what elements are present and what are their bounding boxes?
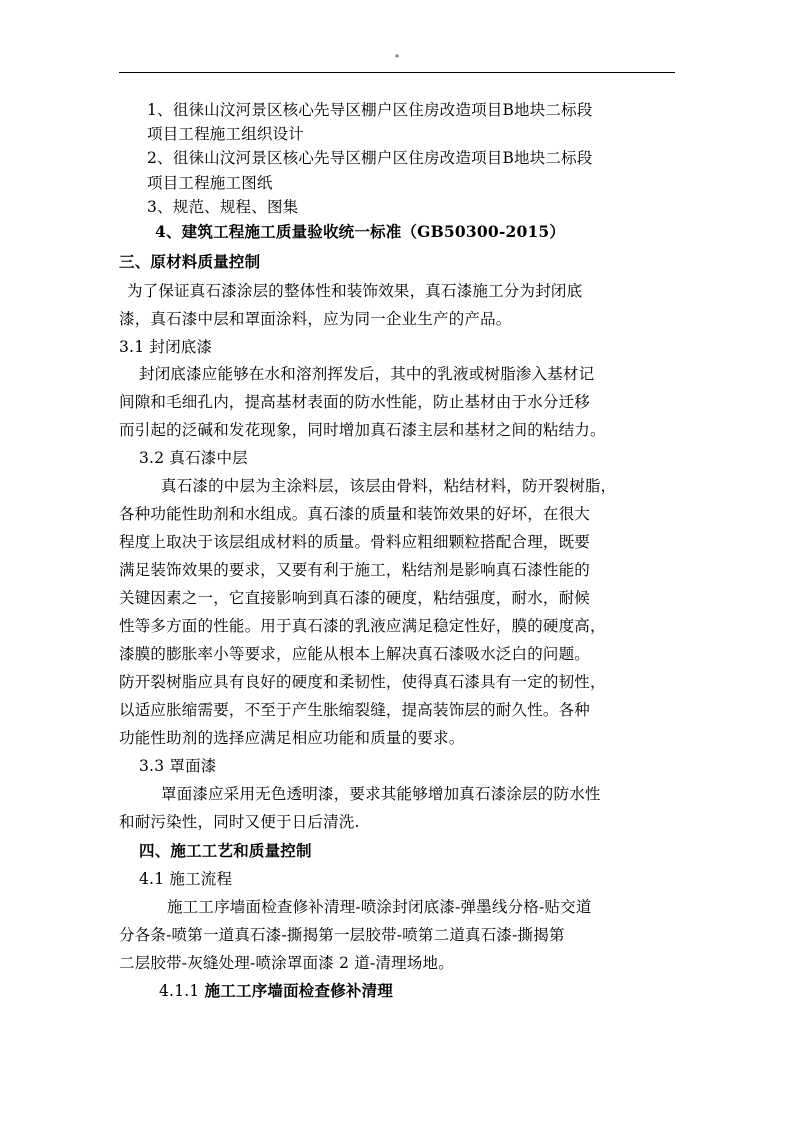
paragraph-line: 功能性助剂的选择应满足相应功能和质量的要求。 xyxy=(119,729,465,747)
subsection-heading: 3.2 真石漆中层 xyxy=(139,449,248,467)
paragraph-line: 程度上取决于该层组成材料的质量。骨料应粗细颗粒搭配合理，既要 xyxy=(119,533,591,551)
paragraph-line: 而引起的泛碱和发花现象，同时增加真石漆主层和基材之间的粘结力。 xyxy=(119,421,606,439)
subsection-heading: 4.1 施工流程 xyxy=(139,870,233,888)
subsection-title: 施工工序墙面检查修补清理 xyxy=(204,981,393,1000)
paragraph-line: 漆膜的膨胀率小等要求，应能从根本上解决真石漆吸水泛白的问题。 xyxy=(119,645,591,663)
paragraph-line: 以适应胀缩需要，不至于产生胀缩裂缝，提高装饰层的耐久性。各种 xyxy=(119,701,591,719)
subsection-number: 4.1.1 xyxy=(159,982,200,1000)
paragraph-line: 漆，真石漆中层和罩面涂料，应为同一企业生产的产品。 xyxy=(119,310,512,328)
paragraph-line: 二层胶带-灰缝处理-喷涂罩面漆 2 道-清理场地。 xyxy=(119,954,454,972)
section-heading: 三、原材料质量控制 xyxy=(119,252,261,271)
paragraph-line: 关键因素之一，它直接影响到真石漆的硬度，粘结强度，耐水，耐候 xyxy=(119,589,591,607)
reference-item-text: 4、建筑工程施工质量验收统一标准（GB50300-2015） xyxy=(155,222,566,241)
page-header-mark: " xyxy=(394,54,400,65)
paragraph-line: 真石漆的中层为主涂料层，该层由骨料，粘结材料，防开裂树脂， xyxy=(161,477,617,495)
paragraph-line: 间隙和毛细孔内，提高基材表面的防水性能，防止基材由于水分迁移 xyxy=(119,393,591,411)
paragraph-line: 罩面漆应采用无色透明漆，要求其能够增加真石漆涂层的防水性 xyxy=(161,785,601,803)
subsection-heading xyxy=(159,980,393,1002)
reference-item-text: 3、规范、规程、图集 xyxy=(147,198,299,216)
paragraph-line: 施工工序墙面检查修补清理-喷涂封闭底漆-弹墨线分格-贴交道 xyxy=(167,898,592,916)
paragraph-line: 封闭底漆应能够在水和溶剂挥发后，其中的乳液或树脂渗入基材记 xyxy=(139,365,595,383)
paragraph-line: 性等多方面的性能。用于真石漆的乳液应满足稳定性好，膜的硬度高， xyxy=(119,617,606,635)
paragraph-line: 为了保证真石漆涂层的整体性和装饰效果，真石漆施工分为封闭底 xyxy=(127,282,583,300)
header-rule xyxy=(119,72,675,73)
reference-item-text: 1、徂徕山汶河景区核心先导区棚户区住房改造项目B地块二标段 xyxy=(147,101,593,119)
subsection-heading: 3.3 罩面漆 xyxy=(139,757,217,775)
paragraph-line: 和耐污染性，同时又便于日后清洗. xyxy=(119,813,360,831)
paragraph-line: 分各条-喷第一道真石漆-撕揭第一层胶带-喷第二道真石漆-撕揭第 xyxy=(119,926,565,944)
paragraph-line: 防开裂树脂应具有良好的硬度和柔韧性，使得真石漆具有一定的韧性， xyxy=(119,673,606,691)
reference-item-text: 项目工程施工组织设计 xyxy=(147,125,305,143)
paragraph-line: 满足装饰效果的要求，又要有利于施工，粘结剂是影响真石漆性能的 xyxy=(119,561,591,579)
subsection-heading: 3.1 封闭底漆 xyxy=(119,338,213,356)
paragraph-line: 各种功能性助剂和水组成。真石漆的质量和装饰效果的好坏，在很大 xyxy=(119,505,591,523)
reference-item-text: 项目工程施工图纸 xyxy=(147,174,273,192)
section-heading: 四、施工工艺和质量控制 xyxy=(139,841,312,860)
reference-item-text: 2、徂徕山汶河景区核心先导区棚户区住房改造项目B地块二标段 xyxy=(147,149,593,167)
